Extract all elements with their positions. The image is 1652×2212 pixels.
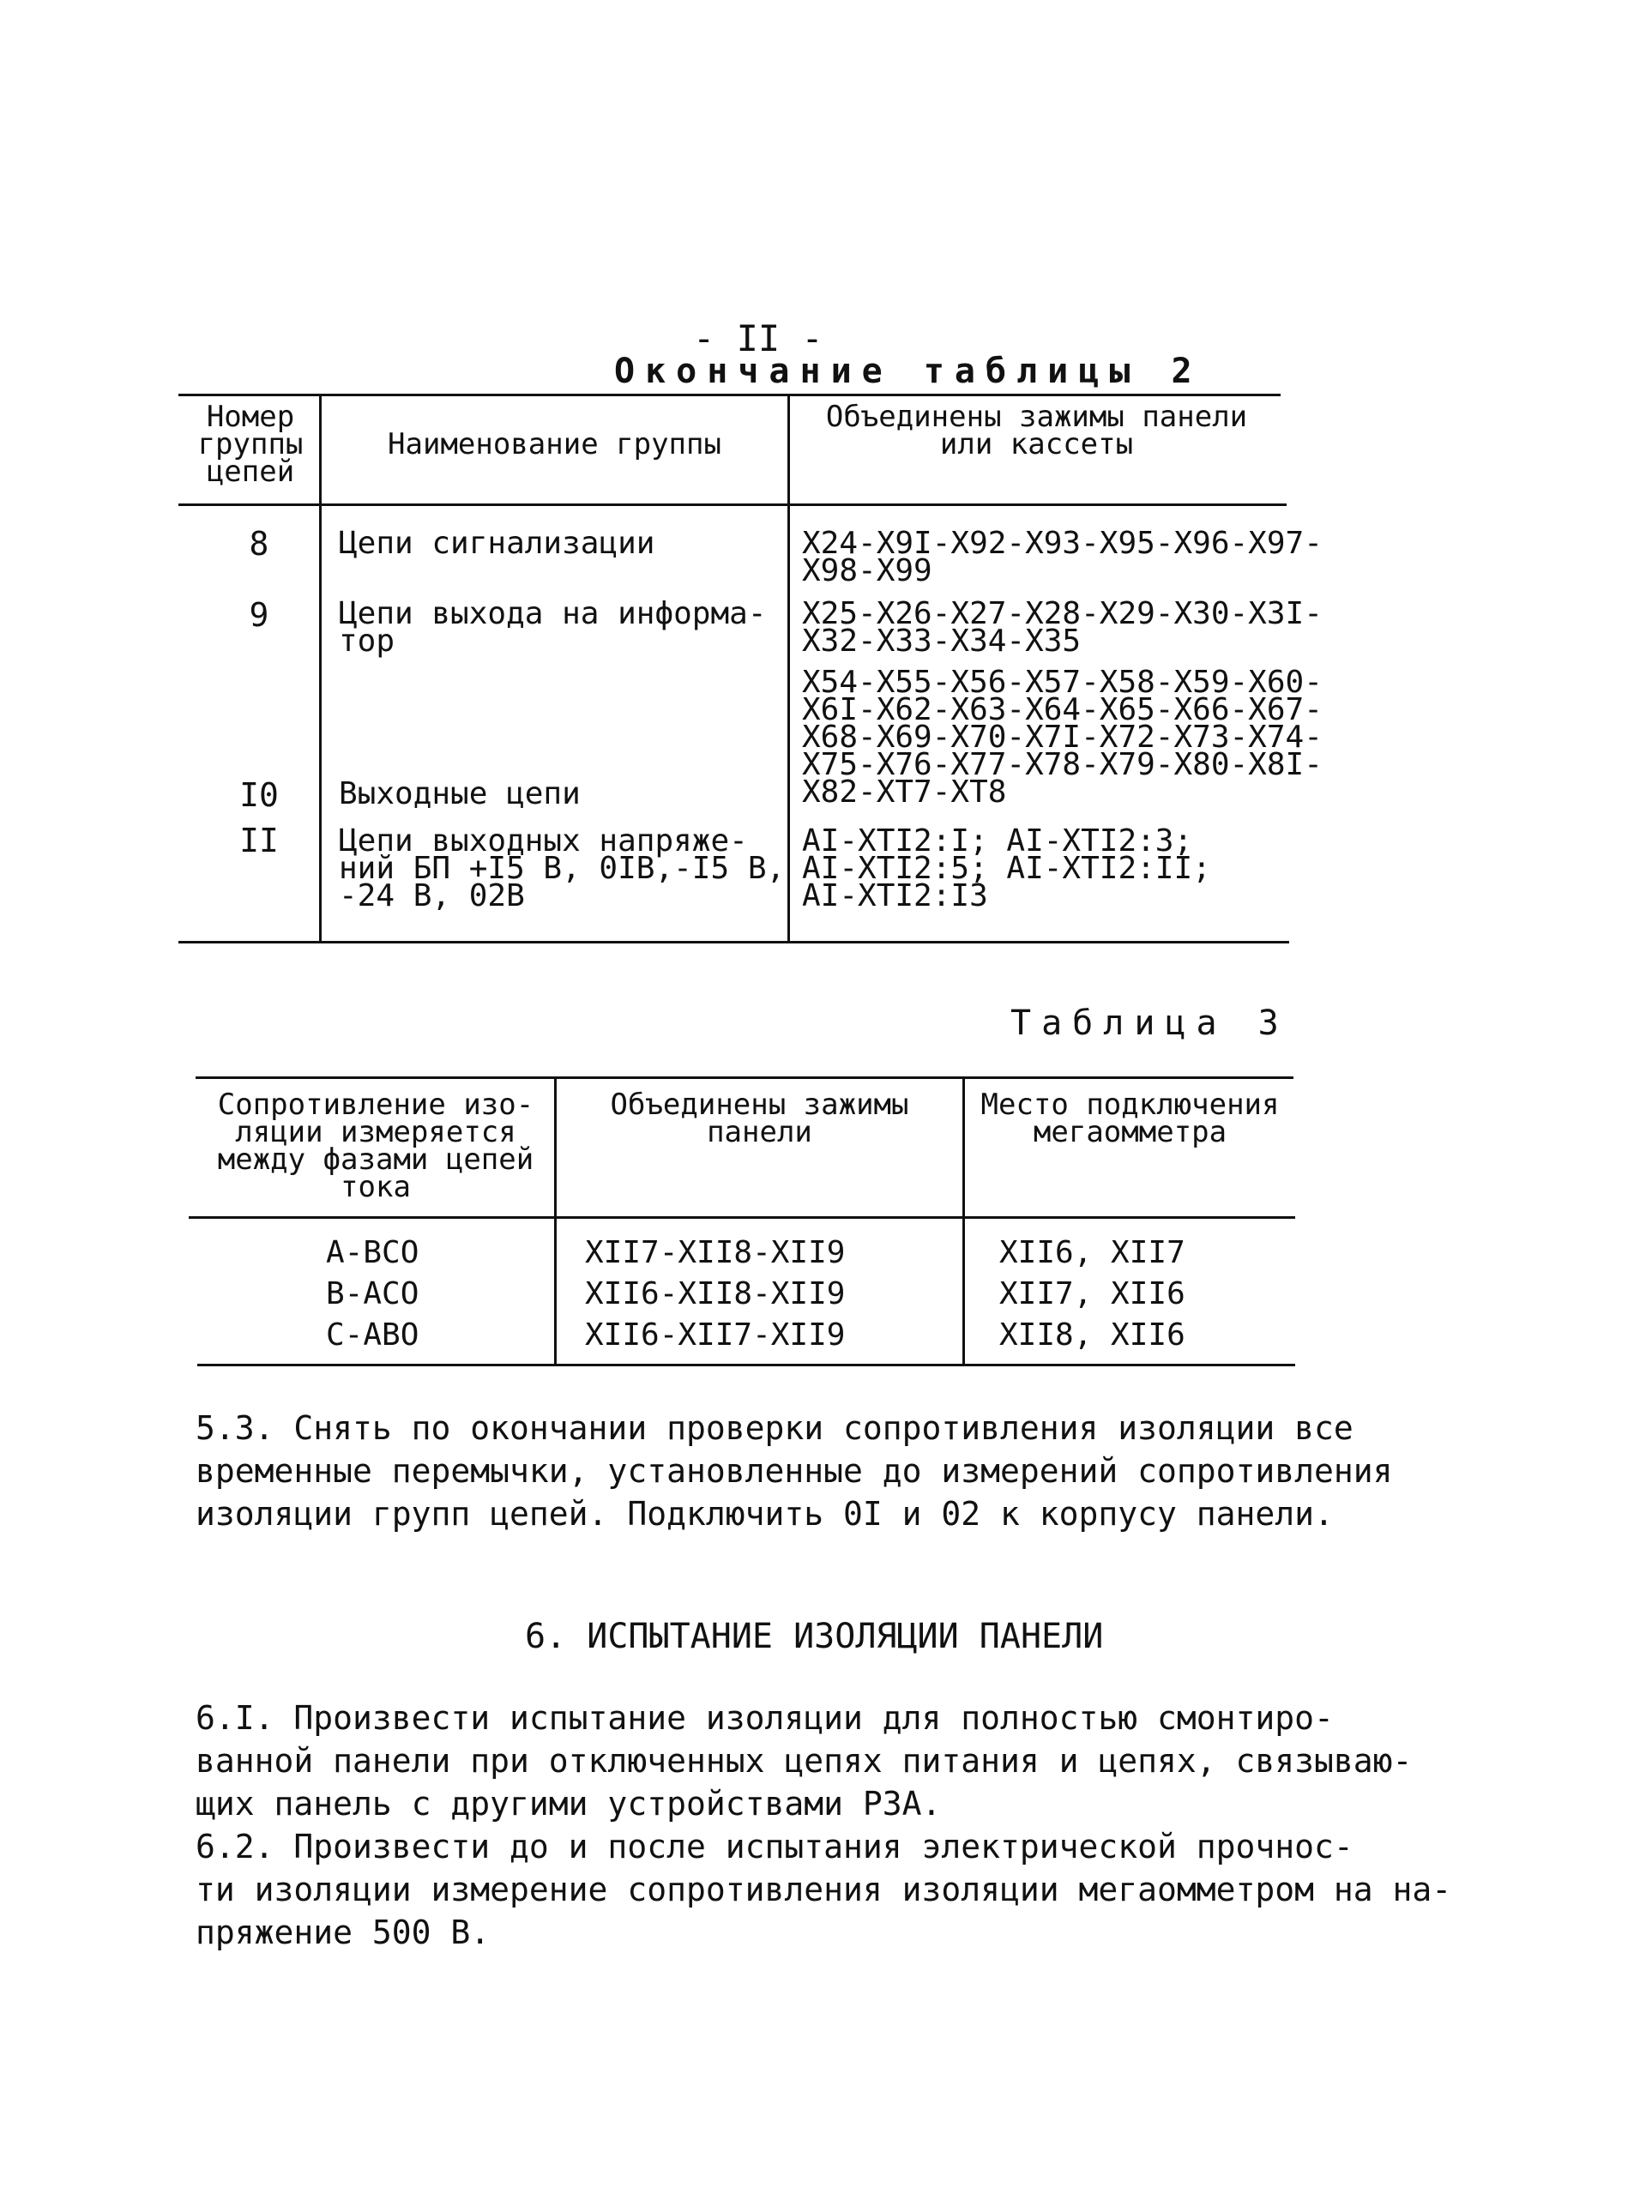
table3-row-phase: C-ABO: [326, 1317, 419, 1353]
table3-header-terminals: Объединены зажимы панели: [610, 1088, 909, 1149]
table2-row-terminals: X24-X9I-X92-X93-X95-X96-X97- X98-X99: [802, 526, 1323, 588]
paragraph-6-1: 6.I. Произвести испытание изоляции для полностью смонтиро- ванной панели при отключенных цепях питания и цепях, связываю- щих панель с другими устройствами РЗА.: [196, 1699, 1413, 1823]
page-number: - II -: [693, 317, 823, 359]
table3-row-terminals: XII6-XII7-XII9: [585, 1317, 846, 1353]
table3-row-place: XII6, XII7: [999, 1235, 1185, 1270]
table3-row-terminals: XII7-XII8-XII9: [585, 1235, 846, 1270]
table2-header-name: Наименование группы: [388, 427, 721, 461]
table3-row-place: XII7, XII6: [999, 1276, 1185, 1311]
table2-header-terminals: Объединены зажимы панели или кассеты: [825, 400, 1248, 461]
table3-header-phase: Сопротивление изо- ляции измеряется между фазами цепей тока: [217, 1088, 534, 1204]
table3-row-phase: A-BCO: [326, 1235, 419, 1270]
table3-caption: Таблица 3: [1010, 1004, 1289, 1043]
table2-row-num: 8: [249, 525, 269, 563]
table3-row-place: XII8, XII6: [999, 1317, 1185, 1353]
table2-row-terminals: X54-X55-X56-X57-X58-X59-X60- X6I-X62-X63-X64-X65-X66-X67- X68-X69-X70-X7I-X72-X73-X74- X75-X76-X77-X78-X79-X80-X8I- X82-XT7-XT8: [802, 665, 1323, 810]
table3-header-place: Место подключения мегаомметра: [980, 1088, 1280, 1149]
table2-row-terminals: X25-X26-X27-X28-X29-X30-X3I- X32-X33-X34-X35: [802, 596, 1323, 659]
table3-row-terminals: XII6-XII8-XII9: [585, 1276, 846, 1311]
table2-caption: Окончание таблицы 2: [614, 352, 1203, 391]
table3-row-phase: B-ACO: [326, 1276, 419, 1311]
section-6-heading: 6. ИСПЫТАНИЕ ИЗОЛЯЦИИ ПАНЕЛИ: [525, 1617, 1104, 1656]
paragraph-5-3: 5.3. Снять по окончании проверки сопротивления изоляции все временные перемычки, установленные до измерений сопротивления изоляции групп цепей. Подключить 0I и 02 к корпусу панели.: [196, 1409, 1393, 1533]
table2-row-num: 9: [249, 596, 269, 634]
table2-row-name: Цепи выходных напряже- ний БП +I5 В, 0IВ,-I5 В, -24 В, 02В: [339, 823, 786, 913]
table2-row-terminals: AI-XTI2:I; AI-XTI2:3; AI-XTI2:5; AI-XTI2:II; AI-XTI2:I3: [802, 823, 1211, 913]
paragraph-6-2: 6.2. Произвести до и после испытания электрической прочнос- ти изоляции измерение сопротивления изоляции мегаомметром на на- пряжение 500 В.: [196, 1828, 1452, 1951]
table2-row-num: I0: [239, 776, 279, 814]
table2-row-name: Цепи сигнализации: [339, 526, 655, 561]
table2-header-num: Номер группы цепей: [197, 400, 304, 489]
table2-row-name: Цепи выхода на информа- тор: [339, 596, 767, 659]
table2-row-name: Выходные цепи: [339, 776, 581, 811]
table2-row-num: II: [239, 822, 279, 859]
